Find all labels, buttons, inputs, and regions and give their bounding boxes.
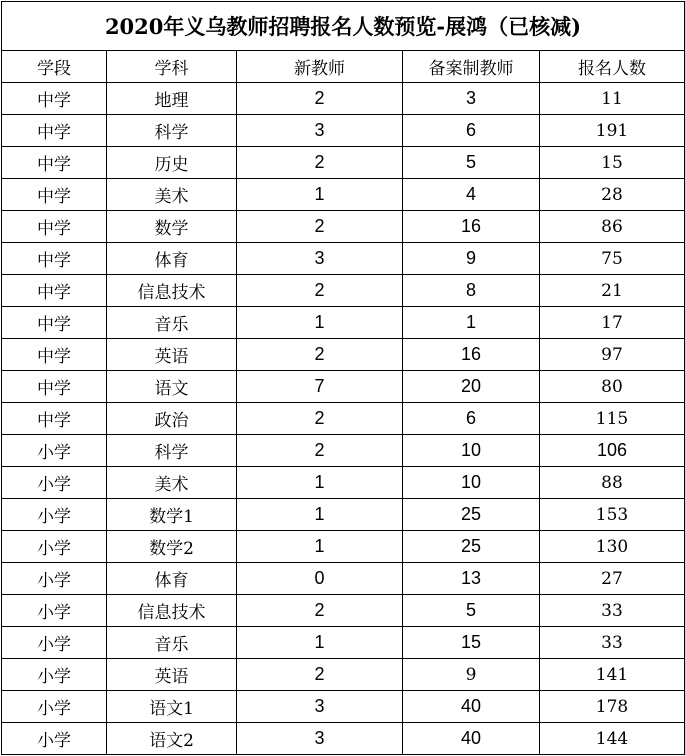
cell-stage: 中学 bbox=[2, 403, 107, 435]
cell-stage: 小学 bbox=[2, 467, 107, 499]
cell-stage: 中学 bbox=[2, 339, 107, 371]
cell-stage: 小学 bbox=[2, 563, 107, 595]
cell-stage: 小学 bbox=[2, 627, 107, 659]
cell-subject: 科学 bbox=[107, 115, 237, 147]
cell-subject: 科学 bbox=[107, 435, 237, 467]
table-row bbox=[2, 307, 685, 339]
cell-new-teachers: 3 bbox=[237, 115, 403, 147]
table-row bbox=[2, 531, 685, 563]
table-row bbox=[2, 275, 685, 307]
table-row bbox=[2, 467, 685, 499]
cell-subject: 音乐 bbox=[107, 307, 237, 339]
table-row bbox=[2, 211, 685, 243]
cell-stage: 中学 bbox=[2, 275, 107, 307]
cell-subject: 历史 bbox=[107, 147, 237, 179]
cell-subject: 地理 bbox=[107, 83, 237, 115]
cell-new-teachers: 2 bbox=[237, 435, 403, 467]
cell-new-teachers: 1 bbox=[237, 307, 403, 339]
cell-registered-teachers: 15 bbox=[403, 627, 540, 659]
cell-applicants: 11 bbox=[540, 83, 685, 115]
cell-applicants: 130 bbox=[540, 531, 685, 563]
table-row bbox=[2, 435, 685, 467]
cell-stage: 中学 bbox=[2, 179, 107, 211]
table-row bbox=[2, 243, 685, 275]
cell-stage: 小学 bbox=[2, 435, 107, 467]
cell-stage: 中学 bbox=[2, 307, 107, 339]
cell-registered-teachers: 5 bbox=[403, 595, 540, 627]
table-row bbox=[2, 691, 685, 723]
cell-stage: 中学 bbox=[2, 371, 107, 403]
cell-registered-teachers: 40 bbox=[403, 723, 540, 755]
cell-stage: 中学 bbox=[2, 83, 107, 115]
cell-new-teachers: 2 bbox=[237, 147, 403, 179]
title-row bbox=[2, 2, 685, 51]
cell-registered-teachers: 25 bbox=[403, 531, 540, 563]
table-row bbox=[2, 723, 685, 755]
cell-subject: 数学1 bbox=[107, 499, 237, 531]
header-subject: 学科 bbox=[107, 51, 237, 83]
cell-new-teachers: 2 bbox=[237, 659, 403, 691]
cell-applicants: 86 bbox=[540, 211, 685, 243]
cell-subject: 英语 bbox=[107, 659, 237, 691]
cell-applicants: 15 bbox=[540, 147, 685, 179]
cell-applicants: 21 bbox=[540, 275, 685, 307]
header-applicants: 报名人数 bbox=[540, 51, 685, 83]
cell-registered-teachers: 40 bbox=[403, 691, 540, 723]
cell-registered-teachers: 6 bbox=[403, 403, 540, 435]
cell-applicants: 33 bbox=[540, 627, 685, 659]
cell-subject: 语文2 bbox=[107, 723, 237, 755]
cell-applicants: 191 bbox=[540, 115, 685, 147]
cell-subject: 美术 bbox=[107, 467, 237, 499]
cell-registered-teachers: 9 bbox=[403, 659, 540, 691]
table-row bbox=[2, 563, 685, 595]
cell-applicants: 115 bbox=[540, 403, 685, 435]
cell-registered-teachers: 16 bbox=[403, 339, 540, 371]
cell-new-teachers: 2 bbox=[237, 83, 403, 115]
cell-stage: 小学 bbox=[2, 691, 107, 723]
cell-new-teachers: 3 bbox=[237, 691, 403, 723]
cell-stage: 中学 bbox=[2, 243, 107, 275]
table-row bbox=[2, 179, 685, 211]
table-row bbox=[2, 659, 685, 691]
cell-registered-teachers: 6 bbox=[403, 115, 540, 147]
cell-subject: 音乐 bbox=[107, 627, 237, 659]
cell-registered-teachers: 10 bbox=[403, 435, 540, 467]
cell-subject: 数学 bbox=[107, 211, 237, 243]
cell-registered-teachers: 10 bbox=[403, 467, 540, 499]
cell-applicants: 141 bbox=[540, 659, 685, 691]
cell-applicants: 33 bbox=[540, 595, 685, 627]
cell-subject: 信息技术 bbox=[107, 275, 237, 307]
table-row bbox=[2, 595, 685, 627]
cell-new-teachers: 1 bbox=[237, 499, 403, 531]
cell-subject: 信息技术 bbox=[107, 595, 237, 627]
cell-applicants: 106 bbox=[540, 435, 685, 467]
cell-stage: 小学 bbox=[2, 499, 107, 531]
cell-new-teachers: 3 bbox=[237, 723, 403, 755]
header-stage: 学段 bbox=[2, 51, 107, 83]
cell-subject: 体育 bbox=[107, 243, 237, 275]
cell-registered-teachers: 1 bbox=[403, 307, 540, 339]
cell-registered-teachers: 3 bbox=[403, 83, 540, 115]
cell-stage: 小学 bbox=[2, 531, 107, 563]
cell-applicants: 28 bbox=[540, 179, 685, 211]
cell-new-teachers: 1 bbox=[237, 627, 403, 659]
cell-registered-teachers: 16 bbox=[403, 211, 540, 243]
cell-applicants: 144 bbox=[540, 723, 685, 755]
cell-applicants: 88 bbox=[540, 467, 685, 499]
header-row bbox=[2, 51, 685, 83]
cell-stage: 小学 bbox=[2, 595, 107, 627]
cell-new-teachers: 1 bbox=[237, 531, 403, 563]
cell-new-teachers: 1 bbox=[237, 179, 403, 211]
table-row bbox=[2, 83, 685, 115]
cell-subject: 美术 bbox=[107, 179, 237, 211]
page-title: 2020年义乌教师招聘报名人数预览-展鸿（已核减) bbox=[2, 2, 685, 51]
cell-applicants: 80 bbox=[540, 371, 685, 403]
table-row bbox=[2, 115, 685, 147]
cell-applicants: 17 bbox=[540, 307, 685, 339]
cell-registered-teachers: 20 bbox=[403, 371, 540, 403]
table-row bbox=[2, 627, 685, 659]
cell-new-teachers: 2 bbox=[237, 211, 403, 243]
cell-stage: 小学 bbox=[2, 723, 107, 755]
header-new-teachers: 新教师 bbox=[237, 51, 403, 83]
cell-applicants: 27 bbox=[540, 563, 685, 595]
table-row bbox=[2, 339, 685, 371]
cell-stage: 小学 bbox=[2, 659, 107, 691]
cell-registered-teachers: 9 bbox=[403, 243, 540, 275]
cell-stage: 中学 bbox=[2, 115, 107, 147]
cell-applicants: 75 bbox=[540, 243, 685, 275]
recruitment-table bbox=[1, 1, 685, 755]
cell-new-teachers: 7 bbox=[237, 371, 403, 403]
cell-subject: 数学2 bbox=[107, 531, 237, 563]
cell-subject: 语文 bbox=[107, 371, 237, 403]
table-row bbox=[2, 371, 685, 403]
spreadsheet-view bbox=[1, 1, 684, 754]
table-row bbox=[2, 403, 685, 435]
cell-registered-teachers: 8 bbox=[403, 275, 540, 307]
header-registered-teachers: 备案制教师 bbox=[403, 51, 540, 83]
table-row bbox=[2, 147, 685, 179]
cell-new-teachers: 0 bbox=[237, 563, 403, 595]
cell-new-teachers: 2 bbox=[237, 403, 403, 435]
cell-applicants: 178 bbox=[540, 691, 685, 723]
cell-applicants: 97 bbox=[540, 339, 685, 371]
cell-stage: 中学 bbox=[2, 211, 107, 243]
table-row bbox=[2, 499, 685, 531]
cell-subject: 体育 bbox=[107, 563, 237, 595]
cell-subject: 语文1 bbox=[107, 691, 237, 723]
cell-new-teachers: 1 bbox=[237, 467, 403, 499]
cell-registered-teachers: 5 bbox=[403, 147, 540, 179]
cell-stage: 中学 bbox=[2, 147, 107, 179]
cell-new-teachers: 2 bbox=[237, 275, 403, 307]
cell-registered-teachers: 25 bbox=[403, 499, 540, 531]
cell-applicants: 153 bbox=[540, 499, 685, 531]
cell-new-teachers: 2 bbox=[237, 595, 403, 627]
cell-subject: 英语 bbox=[107, 339, 237, 371]
cell-new-teachers: 2 bbox=[237, 339, 403, 371]
cell-registered-teachers: 13 bbox=[403, 563, 540, 595]
cell-registered-teachers: 4 bbox=[403, 179, 540, 211]
cell-new-teachers: 3 bbox=[237, 243, 403, 275]
cell-subject: 政治 bbox=[107, 403, 237, 435]
